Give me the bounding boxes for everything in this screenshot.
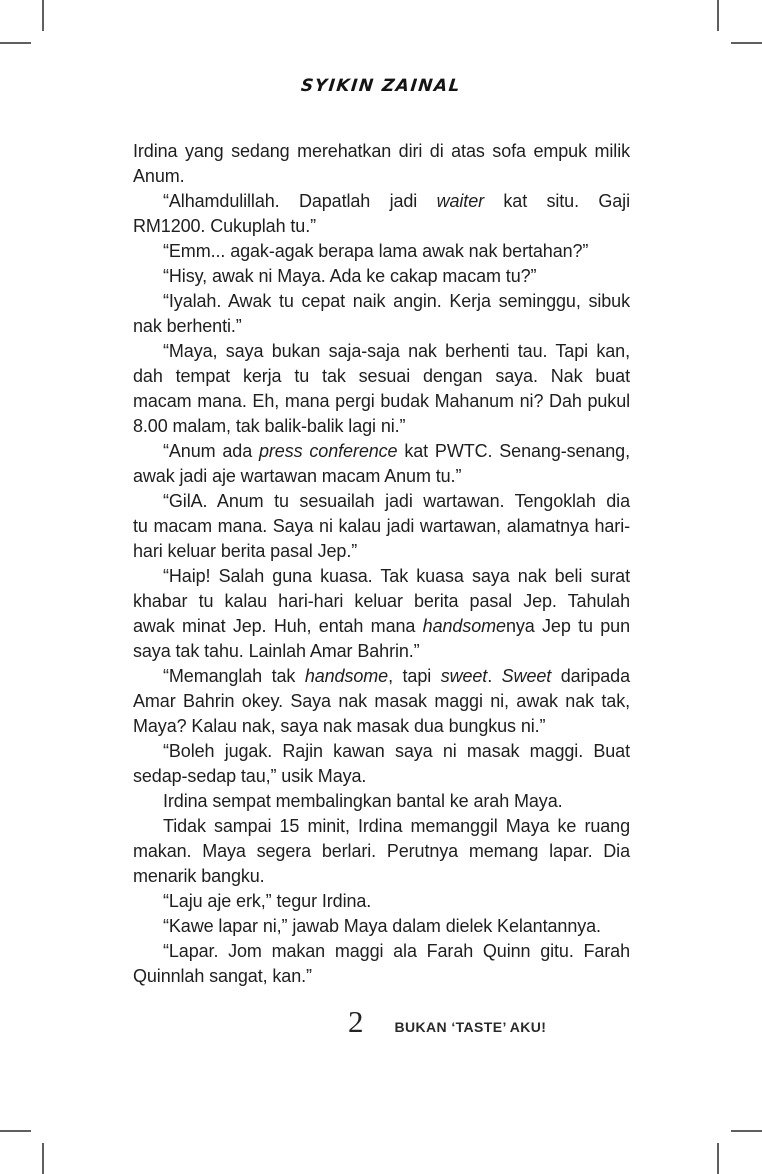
body-line: awak jadi aje wartawan macam Anum tu.” [133, 466, 462, 486]
body-line: Irdina yang sedang merehatkan diri di atas sofa empuk milik [133, 141, 630, 161]
crop-mark-top-left-horizontal [0, 42, 31, 44]
body-line: Irdina sempat membalingkan bantal ke arah Maya. [163, 791, 563, 811]
body-line: Tidak sampai 15 minit, Irdina memanggil Maya ke ruang [163, 816, 630, 836]
body-line: RM1200. Cukuplah tu.” [133, 216, 316, 236]
body-line: “Anum ada press conference kat PWTC. Senang-senang, [163, 441, 630, 461]
body-line: “Hisy, awak ni Maya. Ada ke cakap macam tu?” [163, 266, 537, 286]
body-line: Quinnlah sangat, kan.” [133, 966, 312, 986]
body-line: saya tak tahu. Lainlah Amar Bahrin.” [133, 641, 420, 661]
body-line: “Boleh jugak. Rajin kawan saya ni masak maggi. Buat [163, 741, 630, 761]
crop-mark-bottom-right-horizontal [731, 1130, 762, 1132]
body-line: “Emm... agak-agak berapa lama awak nak bertahan?” [163, 241, 589, 261]
body-line: nak berhenti.” [133, 316, 242, 336]
body-line: menarik bangku. [133, 866, 265, 886]
crop-mark-top-right-horizontal [731, 42, 762, 44]
body-line: “Haip! Salah guna kuasa. Tak kuasa saya nak beli surat [163, 566, 630, 586]
book-title: BUKAN ‘TASTE’ AKU! [394, 1019, 547, 1035]
crop-mark-top-left-vertical [42, 0, 44, 31]
body-line: Amar Bahrin okey. Saya nak masak maggi ni, awak nak tak, [133, 691, 630, 711]
crop-mark-bottom-left-vertical [42, 1143, 44, 1174]
running-head-author: SYIKIN ZAINAL [299, 76, 463, 96]
page-footer [348, 1004, 546, 1040]
body-line: “Kawe lapar ni,” jawab Maya dalam dielek Kelantannya. [163, 916, 601, 936]
body-line: “Iyalah. Awak tu cepat naik angin. Kerja seminggu, sibuk [163, 291, 630, 311]
body-line: Maya? Kalau nak, saya nak masak dua bungkus ni.” [133, 716, 546, 736]
body-line: tu macam mana. Saya ni kalau jadi wartawan, alamatnya hari- [133, 516, 630, 536]
body-line: khabar tu kalau hari-hari keluar berita pasal Jep. Tahulah [133, 591, 630, 611]
body-line: “Memanglah tak handsome, tapi sweet. Sweet daripada [163, 666, 630, 686]
body-line: sedap-sedap tau,” usik Maya. [133, 766, 367, 786]
body-line: awak minat Jep. Huh, entah mana handsomenya Jep tu pun [133, 616, 630, 636]
body-line: “Maya, saya bukan saja-saja nak berhenti tau. Tapi kan, [163, 341, 630, 361]
body-line: macam mana. Eh, mana pergi budak Mahanum ni? Dah pukul [133, 391, 630, 411]
body-line: 8.00 malam, tak balik-balik lagi ni.” [133, 416, 406, 436]
body-line: Anum. [133, 166, 185, 186]
body-line: makan. Maya segera berlari. Perutnya memang lapar. Dia [133, 841, 630, 861]
body-line: “Laju aje erk,” tegur Irdina. [163, 891, 372, 911]
body-line: “Lapar. Jom makan maggi ala Farah Quinn gitu. Farah [163, 941, 630, 961]
body-line: “Alhamdulillah. Dapatlah jadi waiter kat situ. Gaji [163, 191, 630, 211]
crop-mark-top-right-vertical [717, 0, 719, 31]
page-number: 2 [348, 1004, 364, 1039]
body-line: hari keluar berita pasal Jep.” [133, 541, 358, 561]
body-text-block [133, 139, 630, 989]
crop-mark-bottom-left-horizontal [0, 1130, 31, 1132]
body-line: dah tempat kerja tu tak sesuai dengan saya. Nak buat [133, 366, 630, 386]
crop-mark-bottom-right-vertical [717, 1143, 719, 1174]
body-line: “GilA. Anum tu sesuailah jadi wartawan. Tengoklah dia [163, 491, 630, 511]
